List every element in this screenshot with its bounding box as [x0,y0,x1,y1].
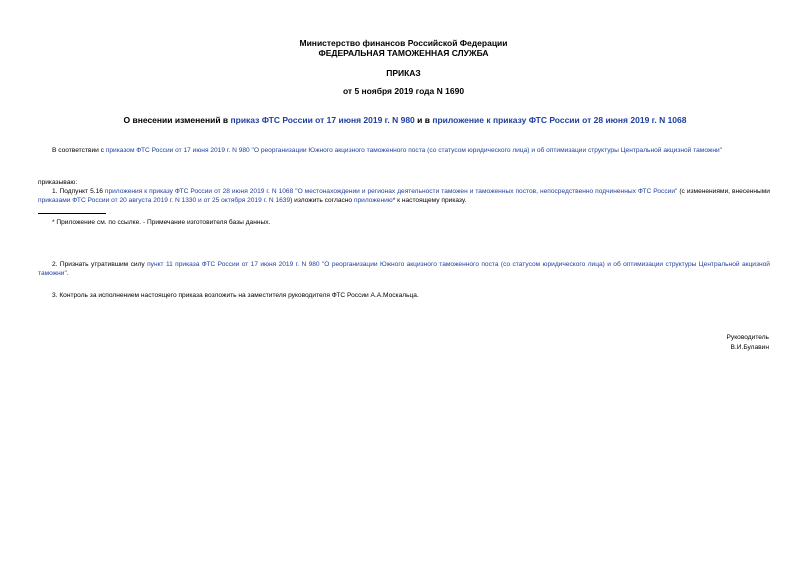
item-1-link-appendix-1068[interactable]: приложения к приказу ФТС России от 28 июня 2019 г. N 1068 "О местонахождении и регионах деятельности таможен и таможенных постов, непосредственно подчиненных ФТС России" [104,188,678,195]
subject-middle: и в [414,115,433,125]
item-2-suffix: . [66,270,69,277]
item-1-suffix: * к настоящему приказу. [392,197,467,204]
document-subject [40,115,770,126]
footnote-text: * Приложение см. по ссылке. - Примечание изготовителя базы данных. [52,219,271,226]
item-2-prefix: 2. Признать утратившим силу [52,261,148,268]
item-1-paragraph [38,187,770,205]
item-2-paragraph [38,260,770,278]
header-ministry: Министерство финансов Российской Федерации [299,38,508,48]
order-word: приказываю: [38,179,78,186]
subject-link-order-980[interactable]: приказ ФТС России от 17 июня 2019 г. N 980 [230,115,415,125]
item-1-mid2: ) изложить согласно [290,197,354,204]
signature-name: В.И.Булавин [730,344,769,351]
item-2-link-order-980-p11[interactable]: пункт 11 приказа ФТС России от 17 июня 2019 г. N 980 "О реорганизации Южного акцизного таможенного поста (со статусом юридического лица) и об оптимизации структуры Центральной акцизной таможни" [38,261,770,277]
subject-link-appendix-1068[interactable]: приложение к приказу ФТС России от 28 июня 2019 г. N 1068 [432,115,687,125]
item-1-mid1: (с изменениями, внесенными [677,188,770,195]
header-service: ФЕДЕРАЛЬНАЯ ТАМОЖЕННАЯ СЛУЖБА [318,48,489,58]
document-date: от 5 ноября 2019 года N 1690 [342,86,465,96]
footnote-divider [38,213,106,214]
item-1-prefix: 1. Подпункт 5.16 [52,188,105,195]
document-type: ПРИКАЗ [386,68,421,78]
item-1-link-appendix[interactable]: приложению [353,197,393,204]
signature-position: Руководитель [726,334,769,341]
preamble-prefix: В соответствии с [52,147,106,154]
item-1-link-orders-1330-1639[interactable]: приказами ФТС России от 20 августа 2019 г. N 1330 и от 25 октября 2019 г. N 1639 [38,197,291,204]
subject-prefix: О внесении изменений в [123,115,231,125]
item-3-paragraph: 3. Контроль за исполнением настоящего приказа возложить на заместителя руководителя ФТС России А.А.Москальца. [52,292,419,299]
preamble-paragraph [38,146,770,155]
preamble-link-order-980[interactable]: приказом ФТС России от 17 июня 2019 г. N 980 "О реорганизации Южного акцизного таможенного поста (со статусом юридического лица) и об оптимизации структуры Центральной акцизной таможни" [105,147,722,154]
